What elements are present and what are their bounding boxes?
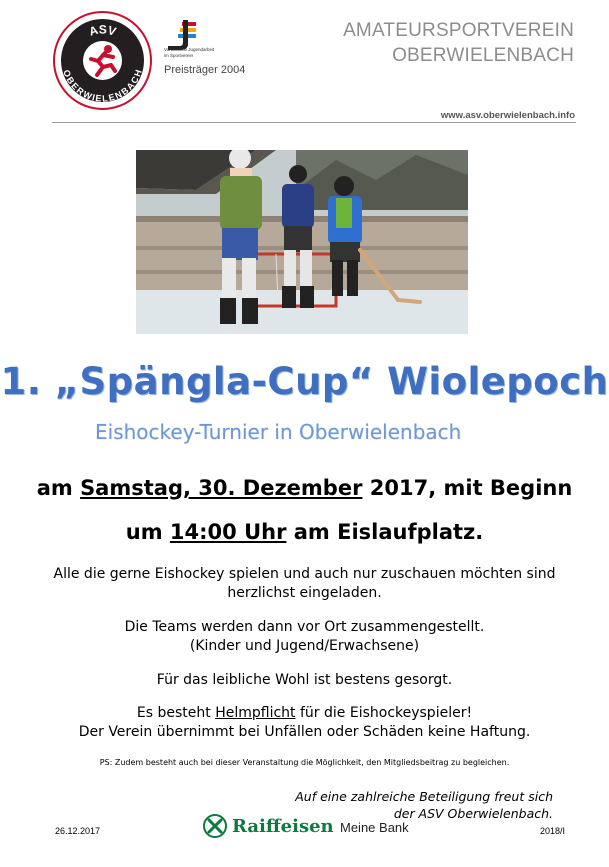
time-value: 14:00 Uhr [169, 520, 287, 544]
date-suffix: 2017, mit Beginn [362, 476, 573, 500]
club-name-line1: AMATEURSPORTVEREIN [343, 20, 574, 41]
time-suffix: am Eislaufplatz. [286, 520, 484, 544]
event-title: 1. „Spängla-Cup“ Wiolepoch [0, 360, 609, 403]
helmet-suffix: für die Eishockeyspieler! [295, 705, 473, 721]
club-name [343, 18, 574, 68]
time-prefix: um [125, 520, 170, 544]
helmet-paragraph [0, 704, 609, 742]
logo-text-top: ASV [87, 22, 118, 39]
header-divider [52, 122, 576, 123]
teams-line1: Die Teams werden dann vor Ort zusammengestellt. [124, 619, 485, 635]
closing-line1: Auf eine zahlreiche Beteiligung freut sich [295, 789, 553, 804]
award-logo-icon [162, 20, 202, 50]
sponsor-slogan: Meine Bank [340, 820, 409, 835]
award-caption-line1: Vorbildliche Jugendarbeit [164, 47, 215, 52]
website-url[interactable]: www.asv.oberwielenbach.info [440, 110, 575, 121]
helmet-line [0, 704, 609, 723]
award-year: Preisträger 2004 [164, 64, 246, 76]
event-photo [136, 150, 468, 334]
club-logo [53, 11, 152, 110]
event-subtitle: Eishockey-Turnier in Oberwielenbach [95, 420, 462, 444]
catering-paragraph: Für das leibliche Wohl ist bestens gesorgt. [156, 672, 453, 688]
closing-text [295, 788, 553, 822]
postscript: PS: Zudem besteht auch bei dieser Veranstaltung die Möglichkeit, den Mitgliedsbeitrag zu begleichen. [99, 758, 510, 767]
invitation-paragraph [0, 565, 609, 603]
closing-line2: der ASV Oberwielenbach. [393, 806, 553, 821]
helmet-required: Helmpflicht [215, 705, 296, 721]
invitation-line2: herzlichst eingeladen. [227, 585, 382, 601]
sponsor-name: Raiffeisen [232, 816, 334, 837]
liability-line: Der Verein übernimmt bei Unfällen oder Schäden keine Haftung. [78, 724, 531, 740]
date-prefix: am [36, 476, 81, 500]
award-caption-line2: im Sportverein [164, 53, 194, 58]
teams-paragraph [0, 618, 609, 656]
event-date-line [0, 476, 609, 500]
event-time-line [0, 520, 609, 544]
footer-date: 26.12.2017 [55, 826, 101, 836]
award-caption [164, 47, 214, 59]
club-name-line2: OBERWIELENBACH [392, 45, 574, 66]
footer-code: 2018/I [539, 826, 565, 836]
date-day: Samstag, 30. Dezember [80, 476, 363, 500]
logo-text-bottom: OBERWIELENBACH [61, 68, 144, 102]
invitation-line1: Alle die gerne Eishockey spielen und auch nur zuschauen möchten sind [53, 566, 556, 582]
runner-icon [83, 41, 122, 80]
helmet-prefix: Es besteht [136, 705, 216, 721]
raiffeisen-cross-icon [203, 814, 227, 838]
svg-text:ASV [87, 22, 117, 38]
teams-line2: (Kinder und Jugend/Erwachsene) [189, 638, 420, 654]
